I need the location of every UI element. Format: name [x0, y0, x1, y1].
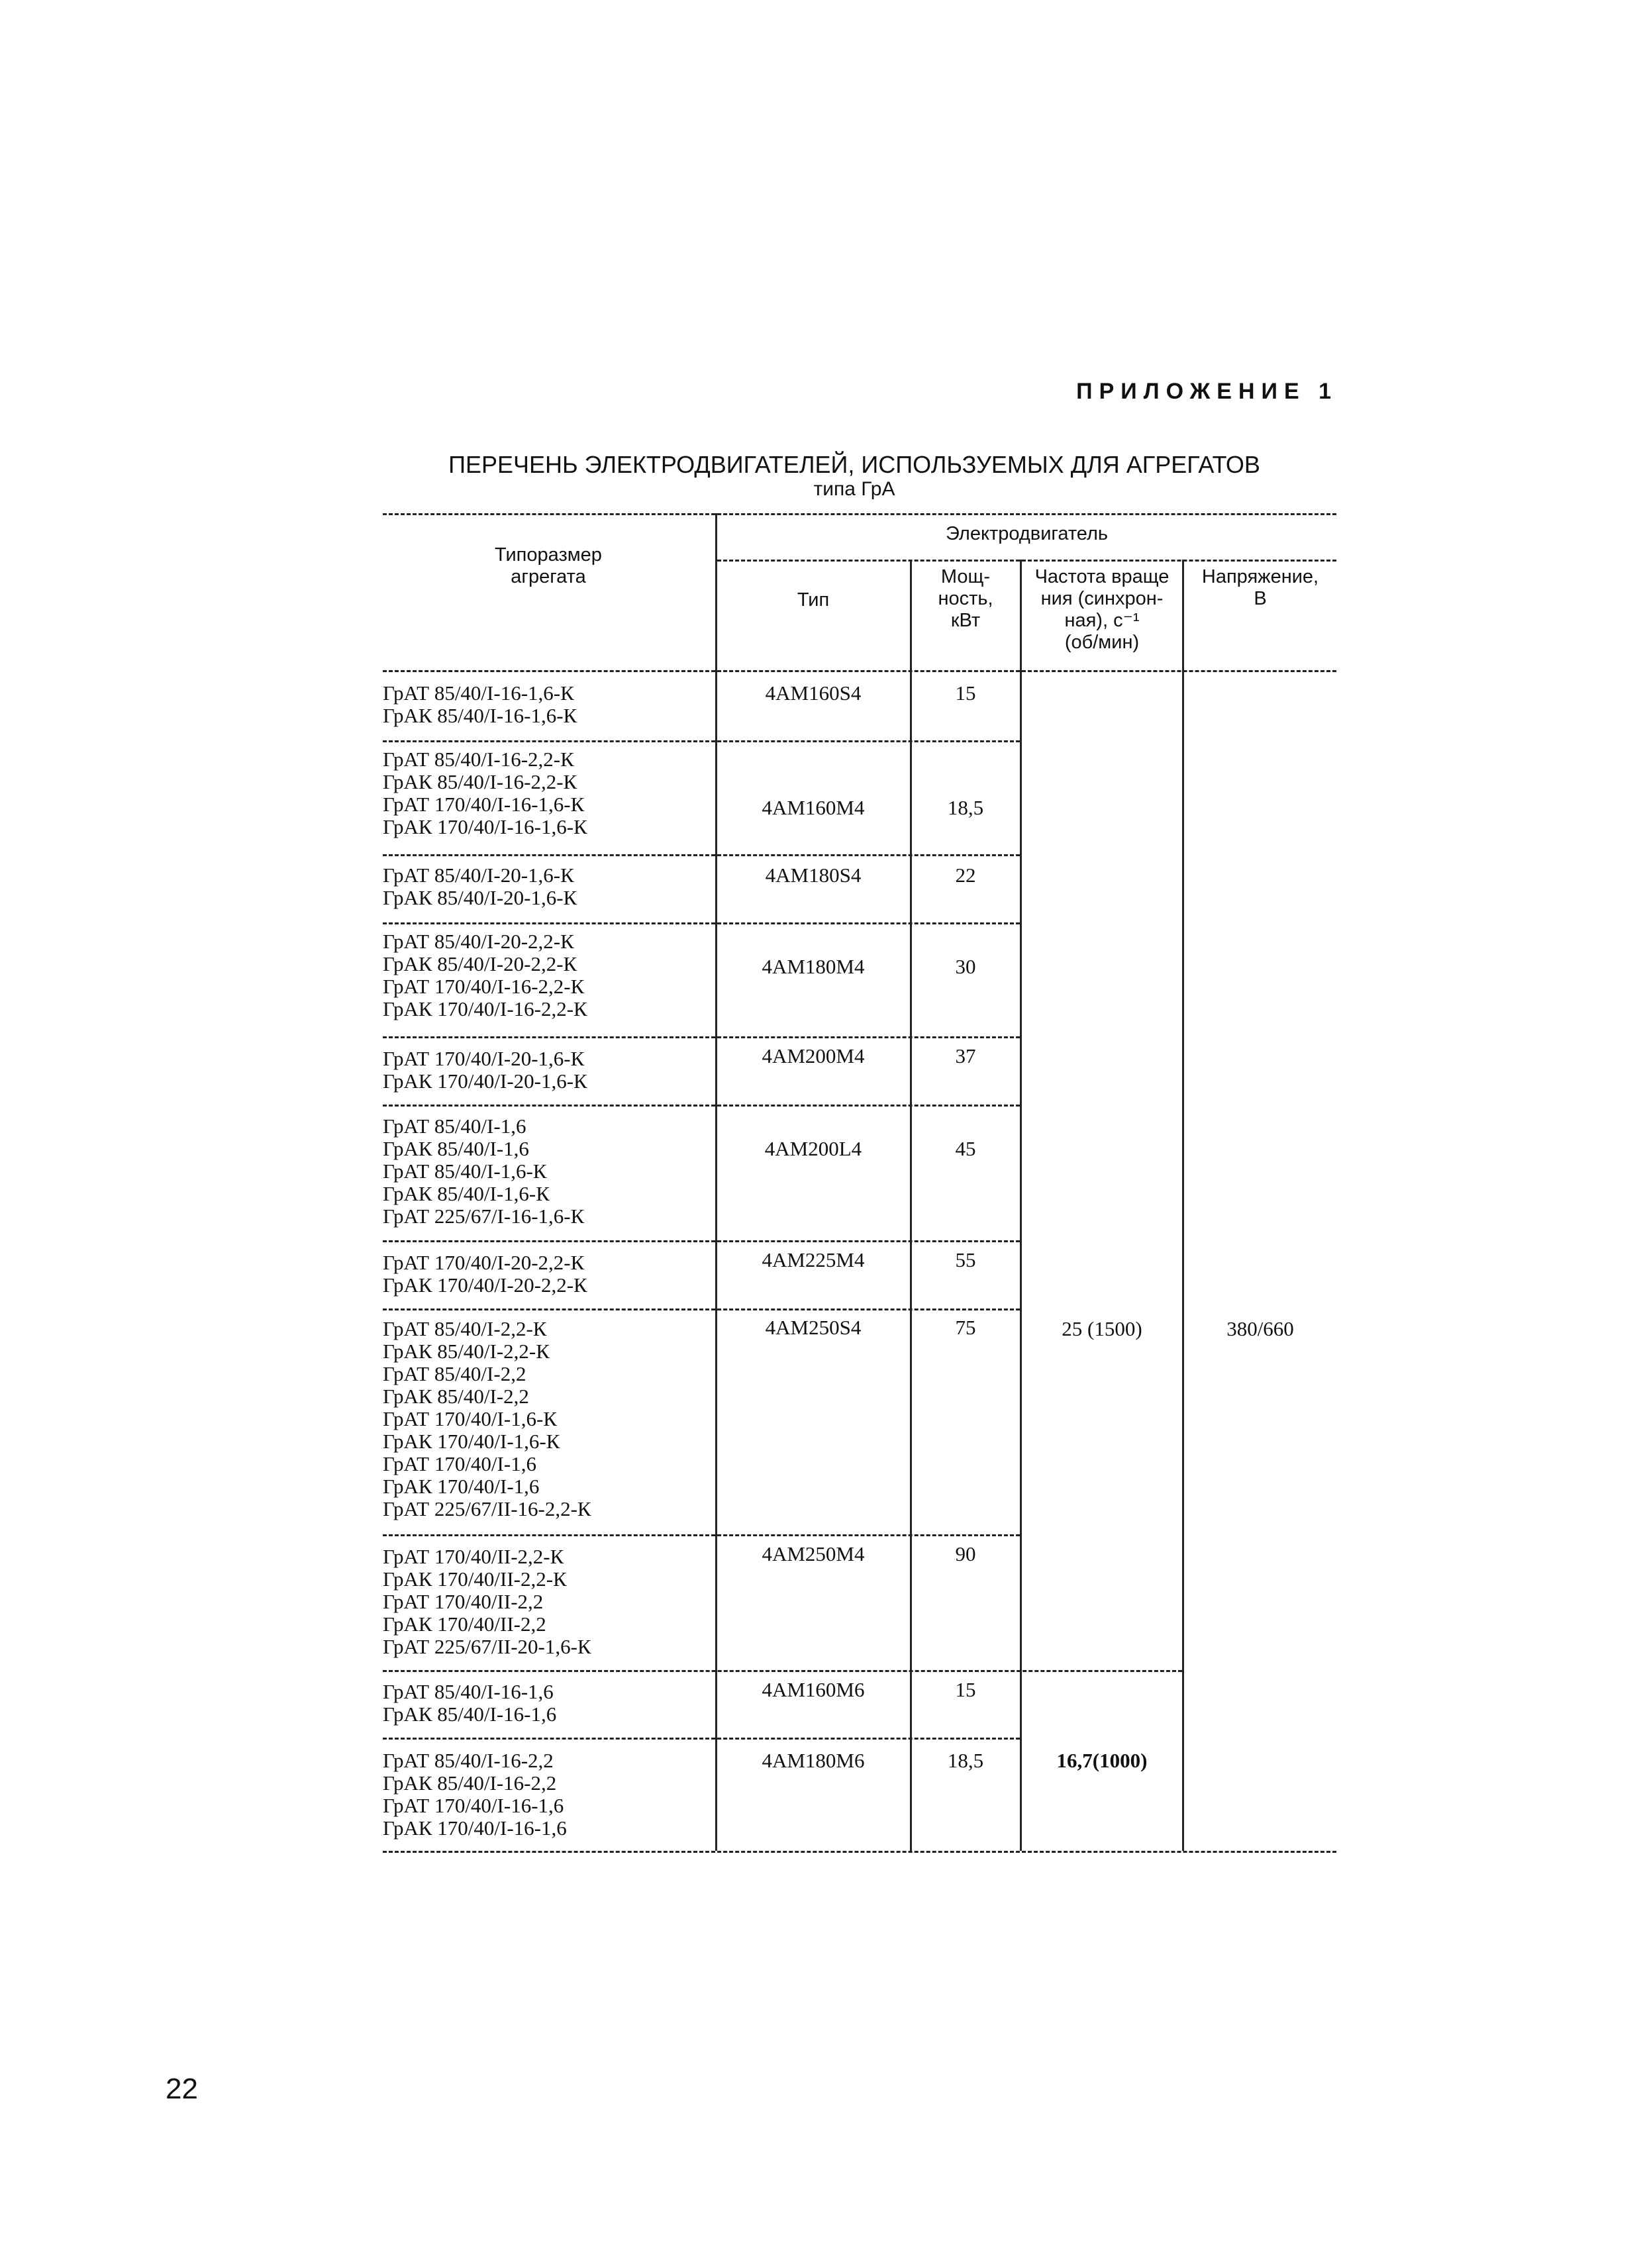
row-rule [383, 740, 1020, 742]
row-units: ГрАТ 170/40/I-20-1,6-К ГрАК 170/40/I-20-1,6-К [383, 1047, 587, 1093]
row-units: ГрАТ 170/40/II-2,2-К ГрАК 170/40/II-2,2-К ГрАТ 170/40/II-2,2 ГрАК 170/40/II-2,2 ГрАТ 225/67/II-20-1,6-К [383, 1545, 591, 1658]
col-sep-3 [1020, 560, 1022, 1851]
row-units: ГрАТ 170/40/I-20-2,2-К ГрАК 170/40/I-20-2,2-К [383, 1251, 587, 1297]
header-power-line2: ность, [938, 588, 993, 609]
appendix-label: ПРИЛОЖЕНИЕ 1 [1076, 379, 1338, 404]
row-rule [383, 1240, 1020, 1242]
row-power: 45 [955, 1137, 976, 1160]
row-type: 4АМ250S4 [765, 1316, 862, 1339]
row-type: 4АМ160М6 [762, 1678, 865, 1701]
row-power: 15 [955, 1678, 976, 1701]
col-sep-2 [910, 560, 912, 1851]
row-units: ГрАТ 85/40/I-16-2,2 ГрАК 85/40/I-16-2,2 ГрАТ 170/40/I-16-1,6 ГрАК 170/40/I-16-1,6 [383, 1749, 567, 1840]
row-power: 18,5 [947, 796, 984, 819]
row-type: 4АМ250М4 [762, 1542, 865, 1565]
row-rule [383, 1308, 1020, 1310]
header-freq-line1: Частота враще [1034, 566, 1170, 587]
frequency-1500: 25 (1500) [1062, 1317, 1142, 1340]
row-power: 37 [955, 1044, 976, 1067]
header-size-line2: агрегата [511, 566, 586, 587]
header-voltage [1184, 566, 1336, 610]
header-type: Тип [797, 589, 830, 611]
voltage-value: 380/660 [1226, 1317, 1294, 1340]
col-sep-1 [715, 513, 717, 1851]
header-freq-line3: ная), с⁻¹ [1064, 610, 1140, 631]
row-power: 55 [955, 1248, 976, 1271]
row-units: ГрАТ 85/40/I-16-1,6-К ГрАК 85/40/I-16-1,6-К [383, 681, 577, 727]
row-type: 4АМ225М4 [762, 1248, 865, 1271]
row-units: ГрАТ 85/40/I-1,6 ГрАК 85/40/I-1,6 ГрАТ 85/40/I-1,6-К ГрАК 85/40/I-1,6-К ГрАТ 225/67/I-16-1,6-К [383, 1114, 585, 1228]
header-bottom-rule [383, 670, 1336, 672]
row-rule [383, 1670, 1182, 1672]
row-power: 75 [955, 1316, 976, 1339]
header-power-line1: Мощ- [940, 566, 991, 587]
header-volt-line2: В [1254, 588, 1267, 609]
row-type: 4АМ160М4 [762, 796, 865, 819]
row-power: 90 [955, 1542, 976, 1565]
row-rule [383, 1738, 1020, 1740]
header-volt-line1: Напряжение, [1201, 566, 1319, 587]
row-rule [383, 854, 1020, 856]
row-power: 15 [955, 681, 976, 705]
col-sep-4 [1182, 560, 1184, 1851]
motor-header-rule [717, 560, 1336, 562]
header-freq-line2: ния (синхрон- [1040, 588, 1164, 609]
row-rule [383, 1105, 1020, 1107]
header-freq-line4: (об/мин) [1064, 632, 1140, 653]
document-title: ПЕРЕЧЕНЬ ЭЛЕКТРОДВИГАТЕЛЕЙ, ИСПОЛЬЗУЕМЫХ ДЛЯ АГРЕГАТОВ [448, 451, 1260, 478]
row-rule [383, 1036, 1020, 1038]
row-type: 4АМ180М4 [762, 955, 865, 978]
document-subtitle: типа ГрА [813, 478, 895, 500]
row-power: 22 [955, 863, 976, 887]
row-units: ГрАТ 85/40/I-16-1,6 ГрАК 85/40/I-16-1,6 [383, 1680, 557, 1726]
header-size-line1: Типоразмер [495, 544, 602, 566]
header-power [912, 566, 1019, 632]
header-frequency [1022, 566, 1182, 654]
table-top-rule [383, 513, 1336, 515]
row-power: 18,5 [947, 1749, 984, 1772]
row-units: ГрАТ 85/40/I-20-1,6-К ГрАК 85/40/I-20-1,6-К [383, 863, 577, 909]
row-type: 4АМ160S4 [765, 681, 862, 705]
header-power-line3: кВт [950, 610, 981, 631]
row-rule [383, 922, 1020, 924]
header-motor: Электродвигатель [946, 523, 1108, 544]
row-units: ГрАТ 85/40/I-16-2,2-К ГрАК 85/40/I-16-2,2-К ГрАТ 170/40/I-16-1,6-К ГрАК 170/40/I-16-1,6-К [383, 748, 587, 838]
header-size [383, 544, 714, 588]
row-rule [383, 1534, 1020, 1536]
row-type: 4АМ200М4 [762, 1044, 865, 1067]
row-units: ГрАТ 85/40/I-2,2-К ГрАК 85/40/I-2,2-К ГрАТ 85/40/I-2,2 ГрАК 85/40/I-2,2 ГрАТ 170/40/I-1,6-К ГрАК 170/40/I-1,6-К ГрАТ 170/40/I-1,6 ГрАК 170/40/I-1,6 ГрАТ 225/67/II-16-2,2-К [383, 1317, 591, 1520]
row-type: 4АМ180М6 [762, 1749, 865, 1772]
row-power: 30 [955, 955, 976, 978]
frequency-1000: 16,7(1000) [1056, 1749, 1148, 1772]
row-units: ГрАТ 85/40/I-20-2,2-К ГрАК 85/40/I-20-2,2-К ГрАТ 170/40/I-16-2,2-К ГрАК 170/40/I-16-2,2-К [383, 930, 587, 1020]
row-type: 4АМ200L4 [764, 1137, 862, 1160]
page-number: 22 [166, 2073, 198, 2105]
row-type: 4АМ180S4 [765, 863, 862, 887]
table-bottom-rule [383, 1851, 1336, 1853]
